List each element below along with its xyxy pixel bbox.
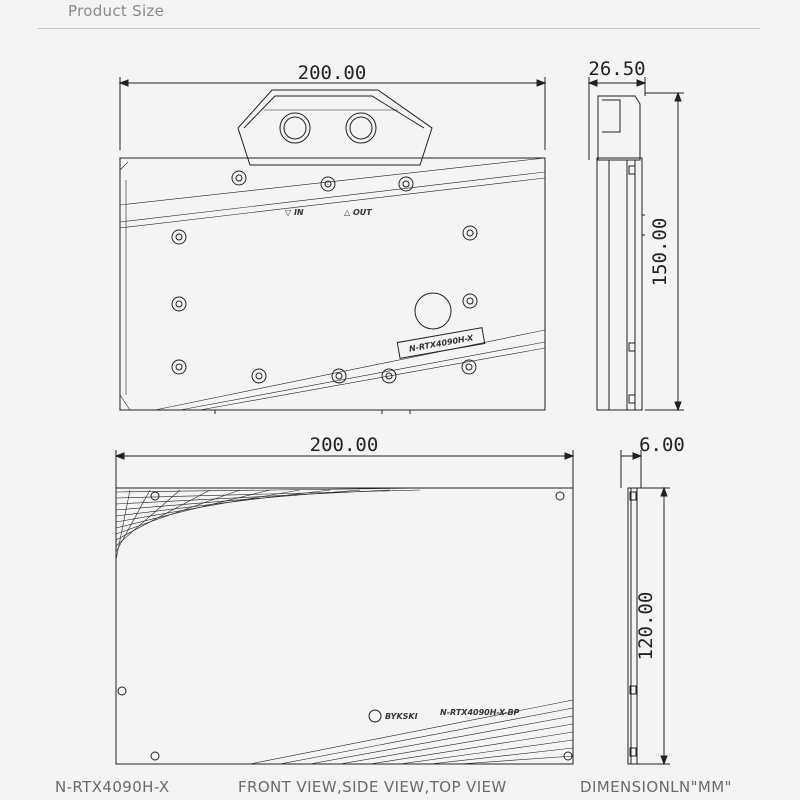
brand-label: BYKSKI — [385, 712, 418, 721]
brand-logo-icon — [369, 710, 381, 722]
back-plate — [116, 488, 573, 764]
footer-units: DIMENSIONLN"MM" — [580, 778, 732, 796]
back-height-label: 120.00 — [635, 591, 657, 661]
port-out-label: △ OUT — [344, 208, 372, 217]
side-height-label: 150.00 — [649, 217, 671, 287]
back-plate-screws — [118, 492, 572, 760]
back-depth-label: 6.00 — [639, 434, 685, 456]
port-in-label: ▽ IN — [285, 208, 304, 217]
footer-model: N-RTX4090H-X — [55, 778, 170, 796]
terminal-block — [238, 90, 432, 165]
back-width-label: 200.00 — [309, 434, 379, 456]
center-port-icon — [415, 293, 451, 329]
front-width-label: 200.00 — [297, 62, 367, 84]
front-screws — [172, 171, 477, 383]
back-plate-model-label: N-RTX4090H-X-BP — [440, 708, 520, 717]
footer-views: FRONT VIEW,SIDE VIEW,TOP VIEW — [238, 778, 507, 796]
side-depth-label: 26.50 — [588, 58, 646, 80]
page-title: Product Size — [68, 2, 165, 20]
front-view — [120, 77, 545, 414]
front-plate-model-label: N-RTX4090H-X — [408, 333, 474, 354]
